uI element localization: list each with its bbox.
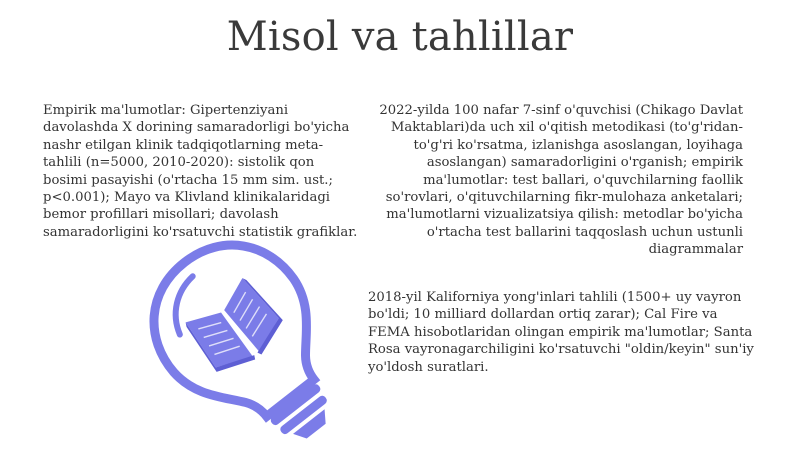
right-top-text-block: 2022-yilda 100 nafar 7-sinf o'quvchisi (Chikago Davlat Maktablari)da uch xil o'qitish metodikasi (to'g'ridan-to'g'ri ko'rsatma, izlanishga asoslangan, loyihaga asoslangan) samaradorligini o'rganish; empirik ma'lumotlar: test ballari, o'quvchilarning faollik so'rovlari, o'qituvchilarning fikr-mulohaza anketalari; ma'lumotlarni vizualizatsiya qilish: metodlar bo'yicha o'rtacha test ballarini taqqoslash uchun ustunli diagrammalar bbox=[379, 103, 743, 258]
right-bottom-text-block: 2018-yil Kaliforniya yong'inlari tahlili (1500+ uy vayron bo'ldi; 10 milliard dollardan ortiq zarar); Cal Fire va FEMA hisobotlaridan olingan empirik ma'lumotlar; Santa Rosa vayronagarchiligini ko'rsatuvchi "oldin/keyin" sun'iy yo'ldosh suratlari. bbox=[368, 290, 754, 375]
left-text-block: Empirik ma'lumotlar: Gipertenziyani davolashda X dorining samaradorligi bo'yicha nashr etilgan klinik tadqiqotlarning meta-tahlili (n=5000, 2010-2020): sistolik qon bosimi pasayishi (o'rtacha 15 mm sim. ust.; p<0.001); Mayo va Klivland klinikalaridagi bemor profillari misollari; davolash samaradorligini ko'rsatuvchi statistik grafiklar. bbox=[43, 103, 358, 240]
slide-title: Misol va tahlillar bbox=[226, 14, 574, 60]
lightbulb-book-icon bbox=[138, 236, 328, 446]
